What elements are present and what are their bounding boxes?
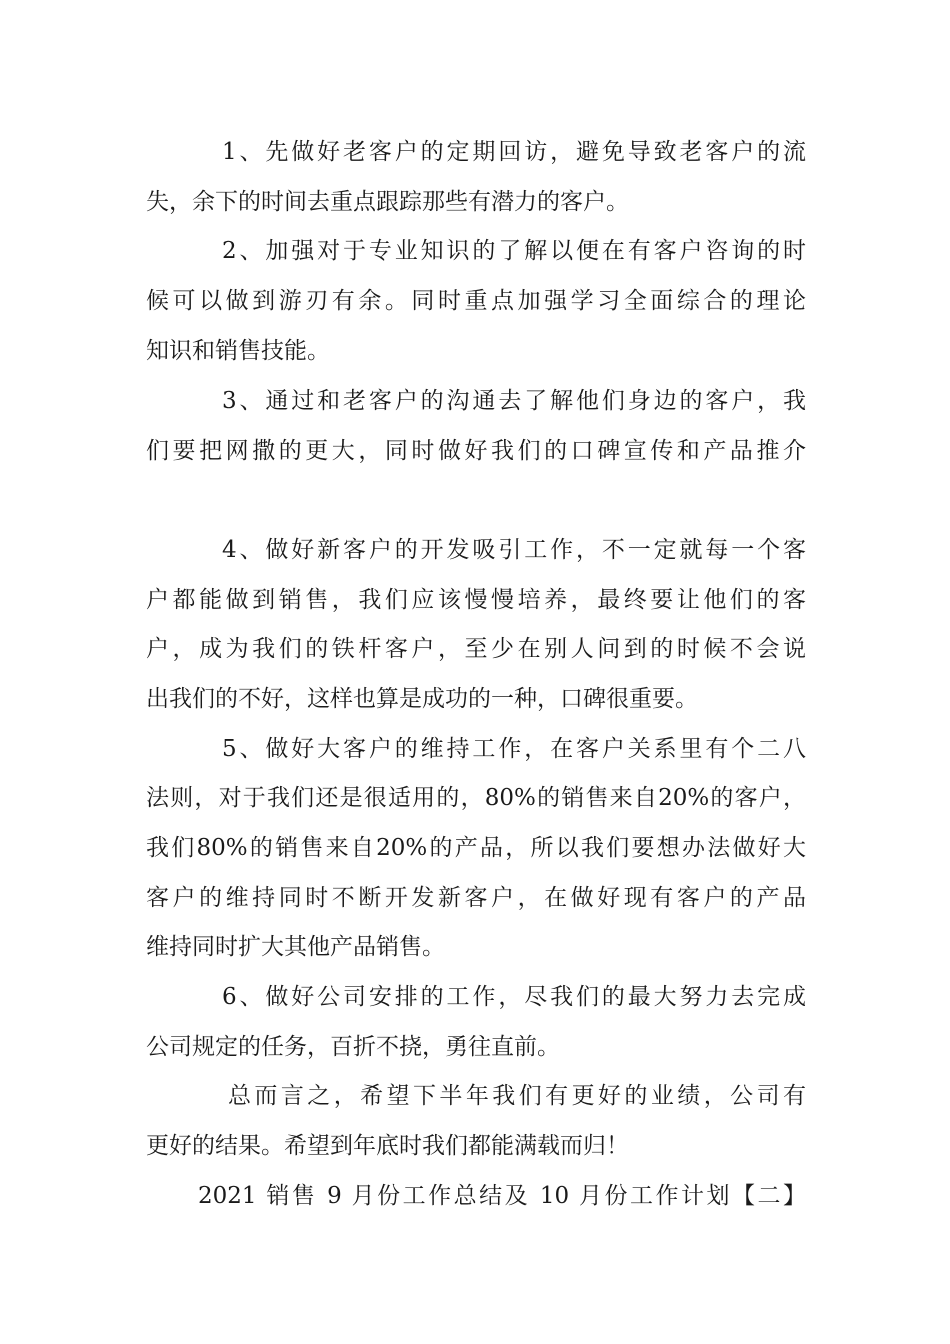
paragraph-4-line-2: 户都能做到销售，我们应该慢慢培养，最终要让他们的客 [146,587,806,613]
paragraph-2-line-2: 候可以做到游刃有余。同时重点加强学习全面综合的理论 [146,288,806,314]
closing-line-2: 更好的结果。希望到年底时我们都能满载而归！ [146,1133,629,1159]
paragraph-4-line-1: 4、做好新客户的开发吸引工作，不一定就每一个客 [222,537,806,563]
paragraph-4-line-4: 出我们的不好，这样也算是成功的一种，口碑很重要。 [146,686,698,712]
closing-line-1: 总而言之，希望下半年我们有更好的业绩，公司有 [228,1083,806,1109]
paragraph-1-line-1: 1、先做好老客户的定期回访，避免导致老客户的流 [222,139,806,165]
paragraph-6-line-2: 公司规定的任务，百折不挠，勇往直前。 [146,1034,560,1060]
paragraph-4-line-3: 户，成为我们的铁杆客户，至少在别人问到的时候不会说 [146,636,806,662]
paragraph-5-line-1: 5、做好大客户的维持工作，在客户关系里有个二八 [222,736,806,762]
paragraph-5-line-3: 我们80%的销售来自20%的产品，所以我们要想办法做好大 [146,835,806,861]
paragraph-5-line-5: 维持同时扩大其他产品销售。 [146,934,445,960]
paragraph-2-line-3: 知识和销售技能。 [146,338,330,364]
paragraph-2-line-1: 2、加强对于专业知识的了解以便在有客户咨询的时 [222,238,806,264]
paragraph-5-line-4: 客户的维持同时不断开发新客户，在做好现有客户的产品 [146,885,806,911]
paragraph-5-line-2: 法则，对于我们还是很适用的，80%的销售来自20%的客户， [146,785,806,811]
paragraph-3-line-1: 3、通过和老客户的沟通去了解他们身边的客户，我 [222,388,806,414]
paragraph-6-line-1: 6、做好公司安排的工作，尽我们的最大努力去完成 [222,984,806,1010]
section-title: 2021 销售 9 月份工作总结及 10 月份工作计划【二】 [198,1183,806,1209]
paragraph-1-line-2: 失，余下的时间去重点跟踪那些有潜力的客户。 [146,189,629,215]
paragraph-3-line-2: 们要把网撒的更大，同时做好我们的口碑宣传和产品推介 [146,438,806,464]
